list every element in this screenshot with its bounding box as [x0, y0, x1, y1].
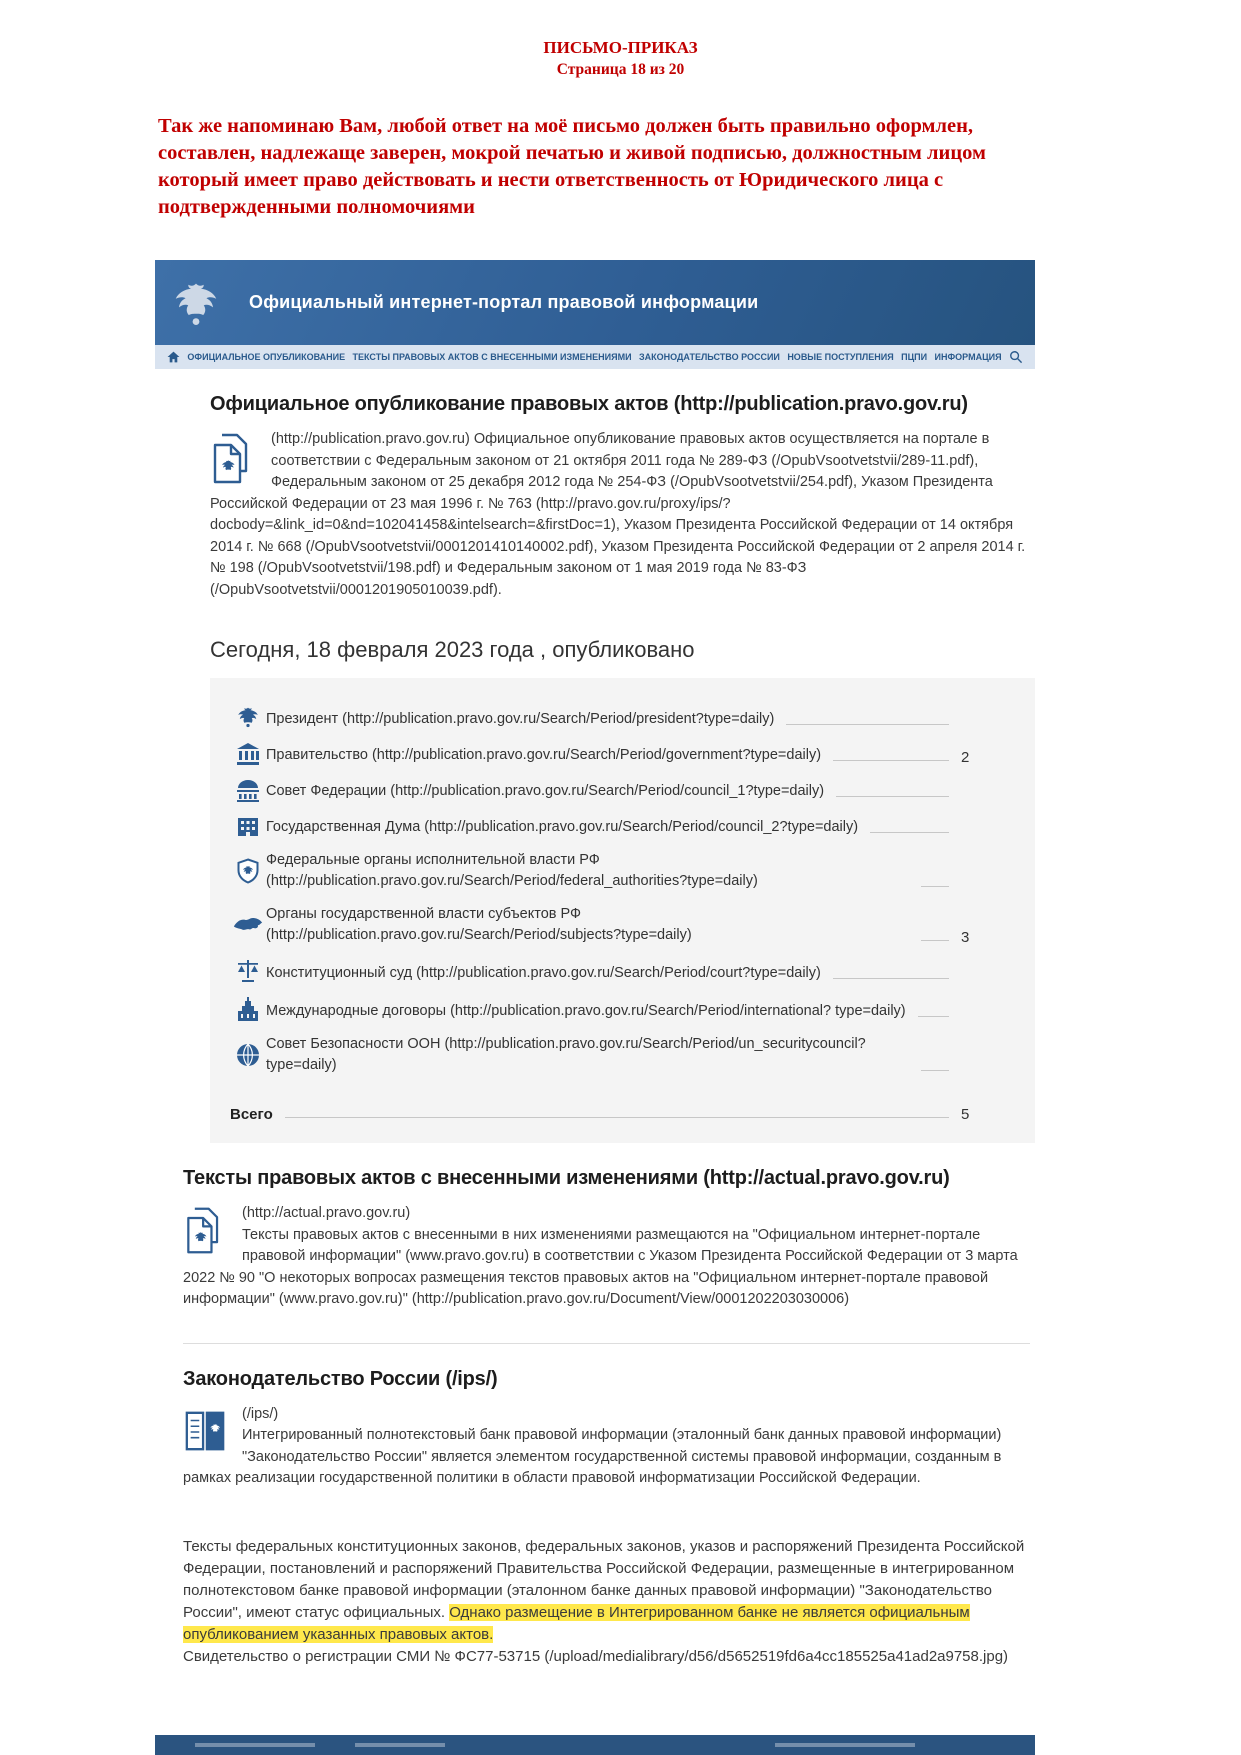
- section-body: [183, 1404, 1030, 1490]
- row-underline: [833, 978, 949, 979]
- total-count: 5: [961, 1106, 970, 1123]
- today-publications-box: [210, 678, 1035, 1143]
- highlighted-text: Однако размещение в Интегрированном банке не является официальным опубликованием указанных правовых актов.: [183, 1603, 970, 1643]
- section-body-text: Интегрированный полнотекстовый банк правовой информации (эталонный банк данных правовой информации) "Законодательство России" является элементом государственной системы правовой информации, созданным в рамках реализации государственной политики в области правовой информатизации Российской Федерации.: [183, 1427, 1002, 1486]
- row-constitutional-court[interactable]: [230, 952, 1011, 990]
- portal-nav: [155, 345, 1035, 369]
- section-url: (http://actual.pravo.gov.ru): [242, 1205, 411, 1221]
- documents-icon: [210, 432, 256, 486]
- footer-text-placeholder: [355, 1743, 445, 1747]
- row-label[interactable]: Правительство (http://publication.pravo.gov.ru/Search/Period/government?type=daily): [266, 747, 822, 763]
- section-body-text: Тексты правовых актов с внесенными в них изменениями размещаются на "Официальном интернет-портале правовой информации" (www.pravo.gov.ru) в соответствии с Указом Президента Российской Федерации от 3 марта 2022 № 90 "О некоторых вопросах размещения текстов правовых актов на "Официальном интернет-портале правовой информации" (www.pravo.gov.ru)" (http://publication.pravo.gov.ru/Document/View/0001202203030006): [183, 1226, 1018, 1307]
- row-underline: [870, 832, 949, 833]
- status-text: Тексты федеральных конституционных законов, федеральных законов, указов и распоряжений Президента Российской Федерации, постановлений и распоряжений Правительства Российской Федерации, размещенные в интегрированном полнотекстовом банке правовой информации (эталонном банке данных правовой информации) "Законодательство России", имеют статус официальных.: [183, 1537, 1025, 1621]
- row-federation-council[interactable]: [230, 772, 1011, 808]
- row-federal-authorities[interactable]: [230, 844, 1011, 898]
- section-body-text: (http://publication.pravo.gov.ru) Официальное опубликование правовых актов осуществляется на портале в соответствии с Федеральным законом от 21 октября 2011 года № 289-ФЗ (/OpubVsootvetstvii/289-11.pdf), Федеральным законом от 25 декабря 2012 года № 254-ФЗ (/OpubVsootvetstvii/254.pdf), Указом Президента Российской Федерации от 23 мая 1996 г. № 763 (http://pravo.gov.ru/proxy/ips/? docbody=&link_id=0&nd=102041458&intelsearch=&firstDoc=1), Указом Президента Российской Федерации от 14 октября 2014 г. № 668 (/OpubVsootvetstvii/0001201410140002.pdf), Указом Президента Российской Федерации от 2 апреля 2014 г. № 198 (/OpubVsootvetstvii/198.pdf) и Федеральным законом от 1 мая 2019 года № 83-ФЗ (/OpubVsootvetstvii/0001201905010039.pdf).: [210, 431, 1026, 598]
- section-official-publication: [210, 393, 1035, 1143]
- row-count: 3: [961, 929, 970, 946]
- row-label[interactable]: Конституционный суд (http://publication.pravo.gov.ru/Search/Period/court?type=daily): [266, 965, 821, 981]
- portal-title: Официальный интернет-портал правовой информации: [249, 292, 759, 312]
- portal-header: [155, 260, 1035, 345]
- row-state-duma[interactable]: [230, 808, 1011, 844]
- row-subjects[interactable]: [230, 898, 1011, 952]
- nav-item-new-arrivals[interactable]: НОВЫЕ ПОСТУПЛЕНИЯ: [787, 352, 894, 362]
- row-underline: [921, 1070, 949, 1071]
- home-icon[interactable]: [167, 351, 180, 363]
- footer-text-placeholder: [195, 1743, 315, 1747]
- row-label[interactable]: Совет Федерации (http://publication.pravo.gov.ru/Search/Period/council_1?type=daily): [266, 783, 825, 799]
- section-legislation: [183, 1368, 1030, 1668]
- row-count: 2: [961, 749, 970, 766]
- government-building-icon: [230, 742, 266, 766]
- row-underline: [921, 886, 949, 887]
- row-underline: [918, 1016, 949, 1017]
- section-body: [210, 429, 1035, 601]
- row-underline: [833, 760, 949, 761]
- row-label[interactable]: Совет Безопасности ООН (http://publication.pravo.gov.ru/Search/Period/un_securitycouncil? type=daily): [266, 1036, 866, 1073]
- tower-building-icon: [230, 996, 266, 1022]
- footer-text-placeholder: [775, 1743, 915, 1747]
- duma-building-icon: [230, 814, 266, 838]
- row-president[interactable]: [230, 698, 1011, 736]
- row-underline: [786, 724, 949, 725]
- letter-page-number: Страница 18 из 20: [556, 61, 685, 78]
- nav-item-pcpi[interactable]: ПЦПИ: [901, 352, 928, 362]
- section-heading: Официальное опубликование правовых актов (http://publication.pravo.gov.ru): [210, 393, 968, 415]
- council-dome-icon: [230, 778, 266, 802]
- nav-item-official-publication[interactable]: ОФИЦИАЛЬНОЕ ОПУБЛИКОВАНИЕ: [187, 352, 346, 362]
- letter-title: ПИСЬМО-ПРИКАЗ: [543, 38, 698, 57]
- letter-intro-paragraph: Так же напоминаю Вам, любой ответ на моё письмо должен быть правильно оформлен, составлен, надлежаще заверен, мокрой печатью и живой подписью, должностным лицом который имеет право действовать и нести ответственность от Юридического лица с подтвержденными полномочиями: [158, 115, 986, 219]
- section-divider: [183, 1343, 1030, 1344]
- eagle-icon: [230, 704, 266, 730]
- row-label[interactable]: Международные договоры (http://publication.pravo.gov.ru/Search/Period/international? type=daily): [266, 1003, 906, 1019]
- row-un-security-council[interactable]: [230, 1028, 1011, 1082]
- total-row: [230, 1102, 1011, 1127]
- total-underline: [285, 1117, 949, 1118]
- media-registration-line: Свидетельство о регистрации СМИ № ФС77-53715 (/upload/medialibrary/d56/d5652519fd6a4cc185525a41ad2a9758.jpg): [183, 1647, 1009, 1665]
- book-icon: [183, 1407, 227, 1455]
- documents-icon: [183, 1206, 227, 1256]
- letter-header: [0, 0, 1241, 79]
- un-globe-icon: [230, 1042, 266, 1068]
- today-heading: Сегодня, 18 февраля 2023 года , опубликовано: [210, 637, 695, 662]
- search-icon[interactable]: [1009, 350, 1023, 364]
- legislation-status-paragraph: [183, 1536, 1030, 1646]
- section-url: (/ips/): [242, 1405, 279, 1422]
- row-label[interactable]: Президент (http://publication.pravo.gov.ru/Search/Period/president?type=daily): [266, 711, 775, 727]
- row-label[interactable]: Федеральные органы исполнительной власти РФ (http://publication.pravo.gov.ru/Search/Period/federal_authorities?type=daily): [266, 852, 758, 889]
- total-label: Всего: [230, 1106, 273, 1123]
- russia-map-icon: [230, 916, 266, 935]
- section-amended-texts: [183, 1167, 1030, 1668]
- row-label[interactable]: Государственная Дума (http://publication.pravo.gov.ru/Search/Period/council_2?type=daily): [266, 819, 859, 835]
- nav-item-information[interactable]: ИНФОРМАЦИЯ: [934, 352, 1002, 362]
- section-heading: Законодательство России (/ips/): [183, 1367, 498, 1390]
- section-heading: Тексты правовых актов с внесенными изменениями (http://actual.pravo.gov.ru): [183, 1167, 950, 1189]
- row-underline: [836, 796, 949, 797]
- section-body: [183, 1203, 1030, 1311]
- row-government[interactable]: [230, 736, 1011, 772]
- portal-screenshot: [155, 260, 1035, 1668]
- nav-item-legislation[interactable]: ЗАКОНОДАТЕЛЬСТВО РОССИИ: [638, 352, 780, 362]
- nav-item-amended-texts[interactable]: ТЕКСТЫ ПРАВОВЫХ АКТОВ С ВНЕСЕННЫМИ ИЗМЕНЕНИЯМИ: [352, 352, 632, 362]
- coat-of-arms-icon: [169, 276, 223, 330]
- portal-footer-bar: [155, 1735, 1035, 1755]
- row-international-treaties[interactable]: [230, 990, 1011, 1028]
- row-underline: [921, 940, 949, 941]
- row-label[interactable]: Органы государственной власти субъектов РФ (http://publication.pravo.gov.ru/Search/Period/subjects?type=daily): [266, 906, 692, 943]
- scales-icon: [230, 958, 266, 984]
- shield-icon: [230, 858, 266, 884]
